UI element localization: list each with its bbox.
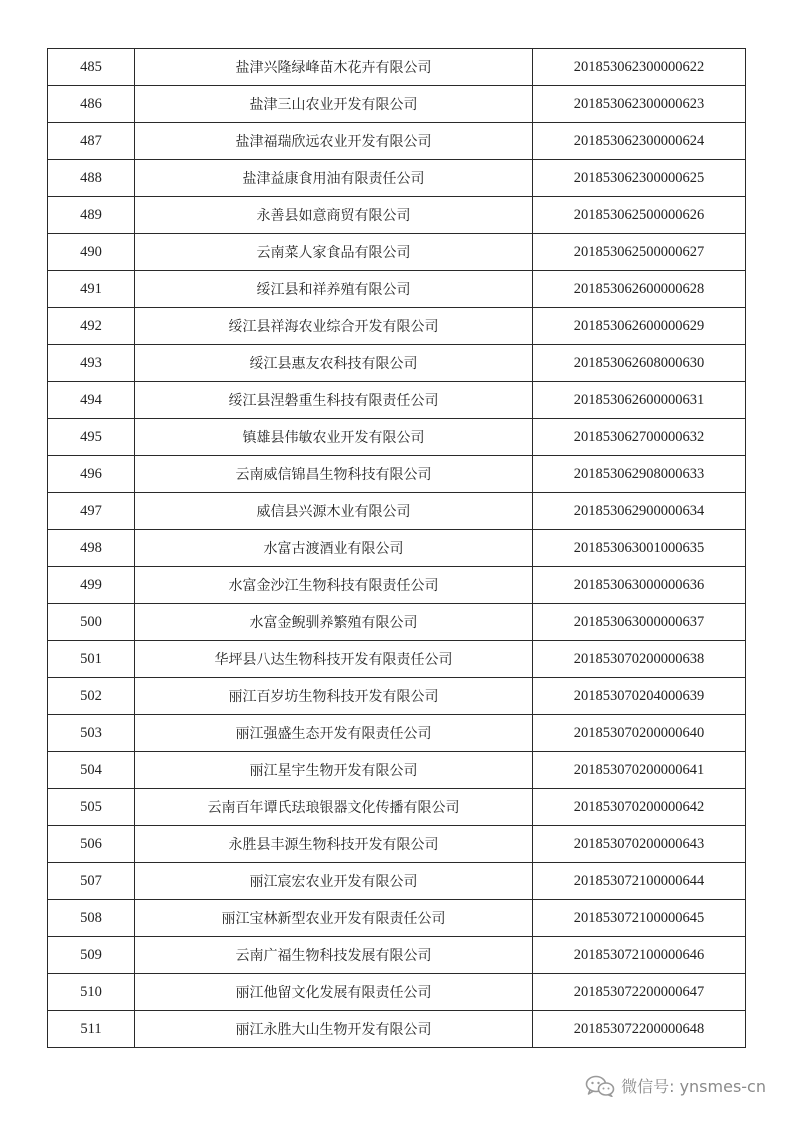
table-row [48,234,746,271]
table-row [48,863,746,900]
row-number-cell: 509 [48,937,135,974]
row-number-cell: 507 [48,863,135,900]
row-number-cell: 505 [48,789,135,826]
table-row [48,604,746,641]
row-number-cell: 494 [48,382,135,419]
company-name-cell: 绥江县惠友农科技有限公司 [135,345,533,382]
row-number-cell: 498 [48,530,135,567]
company-name-cell: 丽江强盛生态开发有限责任公司 [135,715,533,752]
row-number-cell: 487 [48,123,135,160]
row-number-cell: 503 [48,715,135,752]
company-name-cell: 永善县如意商贸有限公司 [135,197,533,234]
company-name-cell: 威信县兴源木业有限公司 [135,493,533,530]
table-row [48,86,746,123]
company-name-cell: 盐津三山农业开发有限公司 [135,86,533,123]
registration-code-cell: 201853063001000635 [533,530,746,567]
table-row [48,678,746,715]
row-number-cell: 501 [48,641,135,678]
company-name-cell: 绥江县涅磐重生科技有限责任公司 [135,382,533,419]
registration-code-cell: 201853072200000648 [533,1011,746,1048]
registration-code-cell: 201853062600000631 [533,382,746,419]
row-number-cell: 495 [48,419,135,456]
table-row [48,641,746,678]
company-name-cell: 盐津福瑞欣远农业开发有限公司 [135,123,533,160]
row-number-cell: 511 [48,1011,135,1048]
company-name-cell: 永胜县丰源生物科技开发有限公司 [135,826,533,863]
table-row [48,493,746,530]
company-name-cell: 丽江星宇生物开发有限公司 [135,752,533,789]
row-number-cell: 486 [48,86,135,123]
row-number-cell: 504 [48,752,135,789]
row-number-cell: 496 [48,456,135,493]
row-number-cell: 489 [48,197,135,234]
table-row [48,197,746,234]
table-row [48,826,746,863]
company-name-cell: 丽江宸宏农业开发有限公司 [135,863,533,900]
company-table-body [48,49,746,1048]
table-row [48,308,746,345]
table-row [48,123,746,160]
registration-code-cell: 201853070200000642 [533,789,746,826]
table-row [48,1011,746,1048]
registration-code-cell: 201853062500000627 [533,234,746,271]
company-name-cell: 云南威信锦昌生物科技有限公司 [135,456,533,493]
registration-code-cell: 201853062600000628 [533,271,746,308]
row-number-cell: 491 [48,271,135,308]
table-row [48,49,746,86]
table-row [48,937,746,974]
company-name-cell: 丽江他留文化发展有限责任公司 [135,974,533,1011]
row-number-cell: 502 [48,678,135,715]
registration-code-cell: 201853062700000632 [533,419,746,456]
company-table [47,48,746,1048]
company-name-cell: 绥江县和祥养殖有限公司 [135,271,533,308]
company-name-cell: 盐津益康食用油有限责任公司 [135,160,533,197]
row-number-cell: 499 [48,567,135,604]
company-name-cell: 云南百年谭氏珐琅银器文化传播有限公司 [135,789,533,826]
registration-code-cell: 201853062300000625 [533,160,746,197]
company-name-cell: 华坪县八达生物科技开发有限责任公司 [135,641,533,678]
wechat-icon [585,1075,615,1097]
company-name-cell: 云南菜人家食品有限公司 [135,234,533,271]
company-name-cell: 云南广福生物科技发展有限公司 [135,937,533,974]
registration-code-cell: 201853062300000623 [533,86,746,123]
table-row [48,419,746,456]
registration-code-cell: 201853070204000639 [533,678,746,715]
company-name-cell: 水富古渡酒业有限公司 [135,530,533,567]
registration-code-cell: 201853072200000647 [533,974,746,1011]
table-row [48,789,746,826]
row-number-cell: 488 [48,160,135,197]
registration-code-cell: 201853072100000644 [533,863,746,900]
registration-code-cell: 201853062300000624 [533,123,746,160]
registration-code-cell: 201853070200000638 [533,641,746,678]
registration-code-cell: 201853062600000629 [533,308,746,345]
table-row [48,900,746,937]
wechat-watermark [585,1074,766,1097]
table-row [48,752,746,789]
table-row [48,345,746,382]
row-number-cell: 485 [48,49,135,86]
row-number-cell: 492 [48,308,135,345]
table-row [48,715,746,752]
table-row [48,160,746,197]
registration-code-cell: 201853063000000636 [533,567,746,604]
company-name-cell: 镇雄县伟敏农业开发有限公司 [135,419,533,456]
row-number-cell: 493 [48,345,135,382]
table-row [48,382,746,419]
row-number-cell: 490 [48,234,135,271]
registration-code-cell: 201853062900000634 [533,493,746,530]
row-number-cell: 500 [48,604,135,641]
table-row [48,974,746,1011]
row-number-cell: 497 [48,493,135,530]
company-table-container [47,48,745,1048]
company-name-cell: 丽江百岁坊生物科技开发有限公司 [135,678,533,715]
company-name-cell: 丽江永胜大山生物开发有限公司 [135,1011,533,1048]
row-number-cell: 510 [48,974,135,1011]
table-row [48,456,746,493]
registration-code-cell: 201853062908000633 [533,456,746,493]
registration-code-cell: 201853072100000646 [533,937,746,974]
registration-code-cell: 201853070200000640 [533,715,746,752]
registration-code-cell: 201853062500000626 [533,197,746,234]
registration-code-cell: 201853070200000643 [533,826,746,863]
registration-code-cell: 201853070200000641 [533,752,746,789]
company-name-cell: 水富金鲵驯养繁殖有限公司 [135,604,533,641]
registration-code-cell: 201853062300000622 [533,49,746,86]
registration-code-cell: 201853072100000645 [533,900,746,937]
company-name-cell: 盐津兴隆绿峰苗木花卉有限公司 [135,49,533,86]
company-name-cell: 水富金沙江生物科技有限责任公司 [135,567,533,604]
watermark-text: 微信号: ynsmes-cn [621,1077,766,1096]
registration-code-cell: 201853063000000637 [533,604,746,641]
row-number-cell: 508 [48,900,135,937]
table-row [48,530,746,567]
table-row [48,567,746,604]
company-name-cell: 丽江宝林新型农业开发有限责任公司 [135,900,533,937]
row-number-cell: 506 [48,826,135,863]
registration-code-cell: 201853062608000630 [533,345,746,382]
company-name-cell: 绥江县祥海农业综合开发有限公司 [135,308,533,345]
table-row [48,271,746,308]
